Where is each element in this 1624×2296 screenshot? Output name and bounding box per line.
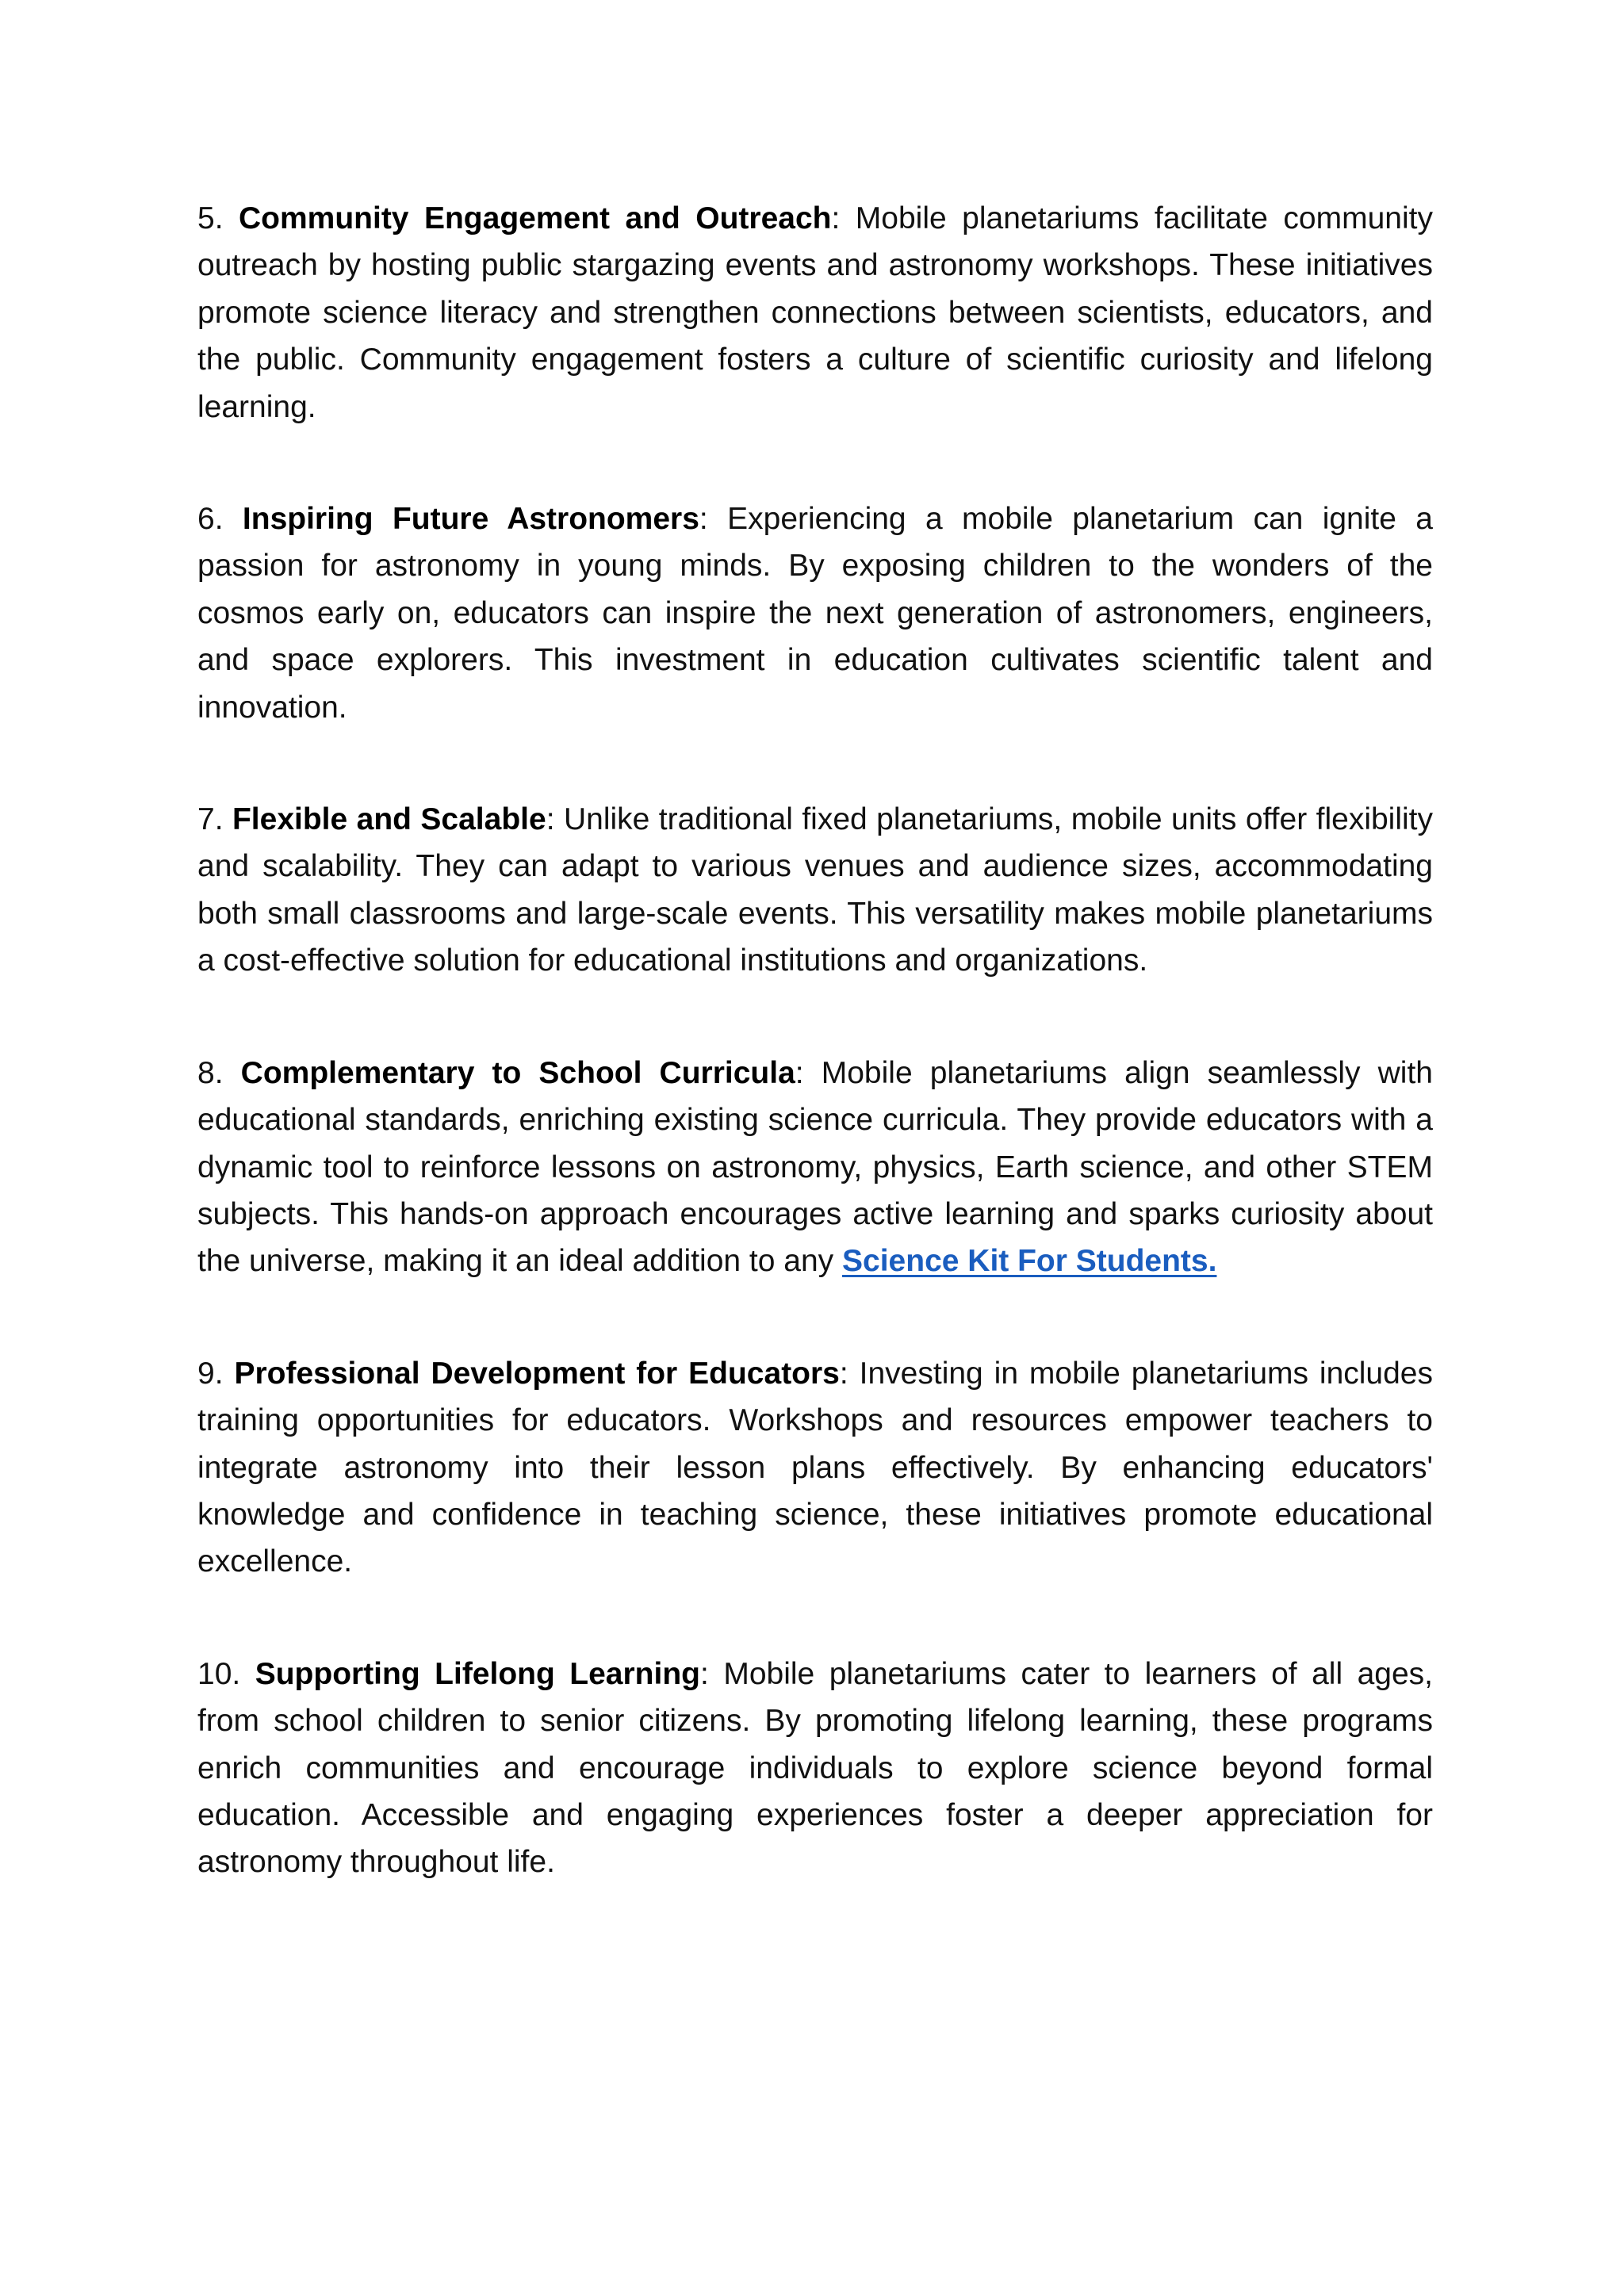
item-body: Mobile planetariums facilitate community outreach by hosting public stargazing events and astronomy workshops. These initiatives promote science literacy and strengthen connections between scientists, educators, and the public. Community engagement fosters a culture of scientific curiosity and lifelong learning. (197, 201, 1433, 424)
item-separator: : (839, 1356, 848, 1391)
item-title: Complementary to School Curricula (240, 1055, 795, 1090)
item-number: 5. (197, 201, 224, 235)
item-separator: : (699, 1656, 709, 1691)
item-separator: : (831, 201, 841, 235)
item-separator: : (795, 1055, 804, 1090)
item-number: 7. (197, 802, 224, 837)
item-body: Unlike traditional fixed planetariums, mobile units offer flexibility and scalability. They can adapt to various venues and audience sizes, accommodating both small classrooms and large-scale events. This versatility makes mobile planetariums a cost-effective solution for educational institutions and organizations. (197, 802, 1434, 978)
item-body: Mobile planetariums align seamlessly with educational standards, enriching existing science curricula. They provide educators with a dynamic tool to reinforce lessons on astronomy, physics, Earth science, and other STEM subjects. This hands-on approach encourages active learning and sparks curiosity about the universe, making it an ideal addition to any (197, 1055, 1434, 1279)
item-separator: : (546, 802, 555, 837)
item-body: Investing in mobile planetariums includes training opportunities for educators. Workshops and resources empower teachers to integrate astronomy into their lesson plans effectively. By enhancing educators' knowledge and confidence in teaching science, these initiatives promote educational excellence. (197, 1356, 1433, 1579)
document-body (197, 195, 1433, 1886)
list-item-9 (197, 1350, 1433, 1586)
list-item-7 (197, 796, 1433, 985)
item-number: 8. (197, 1055, 224, 1090)
item-title: Inspiring Future Astronomers (242, 502, 699, 537)
item-separator: : (699, 502, 708, 537)
list-item-10 (197, 1651, 1433, 1886)
item-body: Experiencing a mobile planetarium can ignite a passion for astronomy in young minds. By exposing children to the wonders of the cosmos early on, educators can inspire the next generation of astronomers, engineers, and space explorers. This investment in education cultivates scientific talent and innovation. (197, 502, 1433, 725)
list-item-6 (197, 496, 1433, 731)
item-title: Community Engagement and Outreach (239, 201, 832, 235)
item-body: Mobile planetariums cater to learners of all ages, from school children to senior citizens. By promoting lifelong learning, these programs enrich communities and encourage individuals to explore science beyond formal education. Accessible and engaging experiences foster a deeper appreciation for astronomy throughout life. (197, 1656, 1434, 1880)
list-item-8 (197, 1050, 1433, 1285)
list-item-5 (197, 195, 1433, 430)
item-number: 9. (197, 1356, 224, 1391)
item-number: 10. (197, 1656, 241, 1691)
science-kit-link[interactable]: Science Kit For Students. (842, 1244, 1217, 1279)
item-title: Supporting Lifelong Learning (255, 1656, 700, 1691)
item-title: Flexible and Scalable (232, 802, 546, 837)
item-title: Professional Development for Educators (234, 1356, 840, 1391)
item-number: 6. (197, 502, 224, 537)
